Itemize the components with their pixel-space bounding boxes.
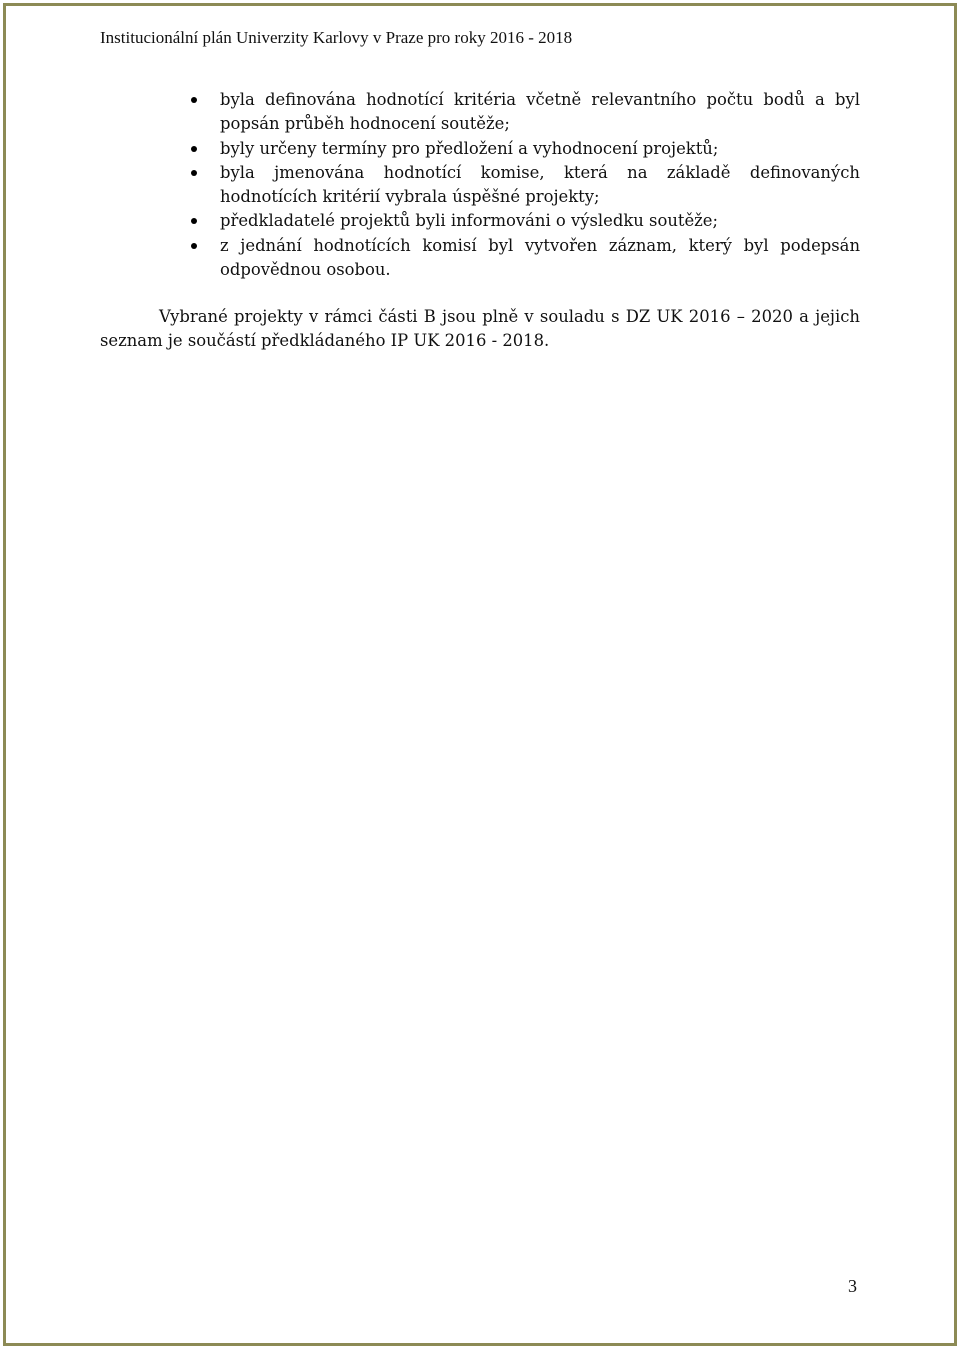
page-number: 3 [848,1276,857,1296]
list-item [100,234,860,283]
bullet-icon [191,243,197,249]
running-header: Institucionální plán Univerzity Karlovy v Praze pro roky 2016 - 2018 [100,28,573,47]
list-item [100,88,860,137]
list-item-text: z jednání hodnotících komisí byl vytvořen záznam, který byl podepsán odpovědnou osobou. [220,235,860,280]
list-item [100,161,860,210]
list-item-text: byla definována hodnotící kritéria včetně relevantního počtu bodů a byl popsán průběh hodnocení soutěže; [220,90,860,134]
bullet-icon [191,97,197,103]
list-item [100,137,860,161]
list-item-text: byly určeny termíny pro předložení a vyhodnocení projektů; [220,138,719,158]
bullet-icon [191,146,197,152]
list-item [100,209,860,233]
body-paragraph: Vybrané projekty v rámci části B jsou plně v souladu s DZ UK 2016 – 2020 a jejich seznam je součástí předkládaného IP UK 2016 - 2018. [100,307,860,351]
criteria-bullet-list [100,88,860,282]
list-item-text: předkladatelé projektů byli informováni o výsledku soutěže; [220,211,719,231]
bullet-icon [191,170,197,176]
list-item-text: byla jmenována hodnotící komise, která na základě definovaných hodnotících kritérií vybrala úspěšné projekty; [220,162,860,207]
bullet-icon [191,218,197,224]
